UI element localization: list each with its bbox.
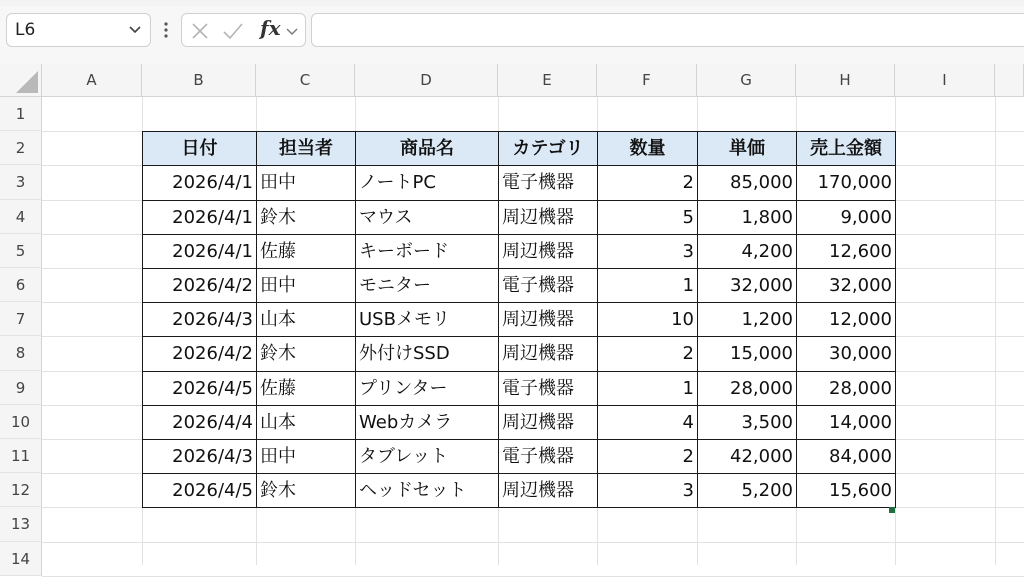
table-header-cell[interactable]: カテゴリ [498, 131, 598, 166]
table-cell[interactable]: 鈴木 [256, 336, 356, 371]
cancel-icon[interactable] [190, 21, 210, 41]
table-header-cell[interactable]: 売上金額 [796, 131, 896, 166]
table-cell[interactable]: 1 [597, 371, 698, 406]
gridline [995, 97, 996, 565]
column-header-partial[interactable] [995, 64, 1024, 97]
more-options-icon[interactable] [160, 19, 172, 41]
chevron-down-icon[interactable] [285, 24, 299, 38]
table-cell[interactable]: 周辺機器 [498, 473, 598, 508]
table-cell[interactable]: 42,000 [697, 439, 797, 474]
table-cell[interactable]: ヘッドセット [355, 473, 499, 508]
table-cell[interactable]: 4,200 [697, 234, 797, 269]
row-header-9[interactable]: 9 [0, 371, 42, 405]
table-cell[interactable]: 84,000 [796, 439, 896, 474]
table-header-cell[interactable]: 数量 [597, 131, 698, 166]
row-header-12[interactable]: 12 [0, 473, 42, 507]
table-header-cell[interactable]: 担当者 [256, 131, 356, 166]
table-cell[interactable]: 電子機器 [498, 165, 598, 200]
table-cell[interactable]: 2026/4/4 [142, 405, 257, 440]
name-box-value: L6 [15, 20, 36, 40]
row-header-14[interactable]: 14 [0, 542, 42, 576]
table-cell[interactable]: 28,000 [796, 371, 896, 406]
row-header-4[interactable]: 4 [0, 200, 42, 234]
table-cell[interactable]: 周辺機器 [498, 200, 598, 235]
table-cell[interactable]: 2026/4/5 [142, 473, 257, 508]
table-cell[interactable]: 田中 [256, 268, 356, 303]
table-cell[interactable]: 85,000 [697, 165, 797, 200]
table-cell[interactable]: 14,000 [796, 405, 896, 440]
table-cell[interactable]: 周辺機器 [498, 405, 598, 440]
column-header-b[interactable]: B [142, 64, 256, 97]
column-header-c[interactable]: C [256, 64, 355, 97]
table-cell[interactable]: 電子機器 [498, 439, 598, 474]
column-header-f[interactable]: F [597, 64, 697, 97]
gridline [42, 542, 1024, 543]
table-cell[interactable]: 3 [597, 234, 698, 269]
table-cell[interactable]: 12,000 [796, 302, 896, 337]
table-cell[interactable]: 5,200 [697, 473, 797, 508]
table-cell[interactable]: 10 [597, 302, 698, 337]
table-cell[interactable]: 周辺機器 [498, 302, 598, 337]
column-header-a[interactable]: A [42, 64, 142, 97]
table-cell[interactable]: 2 [597, 439, 698, 474]
name-box[interactable] [6, 13, 151, 47]
row-header-7[interactable]: 7 [0, 302, 42, 336]
table-cell[interactable]: 5 [597, 200, 698, 235]
column-header-i[interactable]: I [895, 64, 995, 97]
table-cell[interactable]: 1,800 [697, 200, 797, 235]
row-header-1[interactable]: 1 [0, 97, 42, 131]
formula-input[interactable] [311, 13, 1024, 47]
table-cell[interactable]: 1 [597, 268, 698, 303]
row-header-5[interactable]: 5 [0, 234, 42, 268]
table-cell[interactable]: 2026/4/1 [142, 165, 257, 200]
table-cell[interactable]: 2026/4/2 [142, 268, 257, 303]
enter-check-icon[interactable] [222, 21, 244, 41]
table-cell[interactable]: 15,600 [796, 473, 896, 508]
table-cell[interactable]: 佐藤 [256, 371, 356, 406]
table-cell[interactable]: 佐藤 [256, 234, 356, 269]
table-cell[interactable]: モニター [355, 268, 499, 303]
table-cell[interactable]: 2026/4/1 [142, 234, 257, 269]
table-cell[interactable]: 3 [597, 473, 698, 508]
table-cell[interactable]: 田中 [256, 165, 356, 200]
table-cell[interactable]: 2026/4/5 [142, 371, 257, 406]
table-cell[interactable]: 2026/4/1 [142, 200, 257, 235]
table-cell[interactable]: 山本 [256, 302, 356, 337]
table-cell[interactable]: 32,000 [796, 268, 896, 303]
table-cell[interactable]: プリンター [355, 371, 499, 406]
table-cell[interactable]: ノートPC [355, 165, 499, 200]
table-cell[interactable]: 28,000 [697, 371, 797, 406]
table-cell[interactable]: 9,000 [796, 200, 896, 235]
table-header-cell[interactable]: 単価 [697, 131, 797, 166]
row-header-11[interactable]: 11 [0, 439, 42, 473]
fill-handle[interactable] [889, 507, 895, 513]
table-cell[interactable]: 2026/4/3 [142, 302, 257, 337]
row-header-8[interactable]: 8 [0, 336, 42, 370]
row-header-6[interactable]: 6 [0, 268, 42, 302]
table-header-cell[interactable]: 商品名 [355, 131, 499, 166]
row-header-2[interactable]: 2 [0, 131, 42, 165]
table-header-cell[interactable]: 日付 [142, 131, 257, 166]
row-header-3[interactable]: 3 [0, 165, 42, 199]
table-cell[interactable]: 170,000 [796, 165, 896, 200]
table-cell[interactable]: 2026/4/3 [142, 439, 257, 474]
table-cell[interactable]: 15,000 [697, 336, 797, 371]
table-cell[interactable]: Webカメラ [355, 405, 499, 440]
table-cell[interactable]: 鈴木 [256, 200, 356, 235]
table-cell[interactable]: 2 [597, 336, 698, 371]
table-cell[interactable]: マウス [355, 200, 499, 235]
chevron-down-icon[interactable] [128, 22, 142, 36]
formula-controls [181, 13, 306, 47]
table-cell[interactable]: 3,500 [697, 405, 797, 440]
table-cell[interactable]: 鈴木 [256, 473, 356, 508]
column-header-e[interactable]: E [498, 64, 597, 97]
table-cell[interactable]: 外付けSSD [355, 336, 499, 371]
row-header-10[interactable]: 10 [0, 405, 42, 439]
table-cell[interactable]: 30,000 [796, 336, 896, 371]
table-cell[interactable]: 2 [597, 165, 698, 200]
table-cell[interactable]: USBメモリ [355, 302, 499, 337]
column-header-g[interactable]: G [697, 64, 796, 97]
table-cell[interactable]: 電子機器 [498, 371, 598, 406]
table-cell[interactable]: 周辺機器 [498, 234, 598, 269]
insert-function-icon[interactable]: fx [260, 16, 281, 40]
table-cell[interactable]: 1,200 [697, 302, 797, 337]
column-header-d[interactable]: D [355, 64, 498, 97]
table-cell[interactable]: 12,600 [796, 234, 896, 269]
select-all-corner[interactable] [0, 64, 42, 97]
table-cell[interactable]: 2026/4/2 [142, 336, 257, 371]
table-cell[interactable]: キーボード [355, 234, 499, 269]
row-header-13[interactable]: 13 [0, 507, 42, 541]
table-cell[interactable]: 田中 [256, 439, 356, 474]
table-cell[interactable]: 山本 [256, 405, 356, 440]
table-cell[interactable]: 電子機器 [498, 268, 598, 303]
table-cell[interactable]: 32,000 [697, 268, 797, 303]
column-header-h[interactable]: H [796, 64, 895, 97]
table-cell[interactable]: 周辺機器 [498, 336, 598, 371]
table-cell[interactable]: 4 [597, 405, 698, 440]
table-cell[interactable]: タブレット [355, 439, 499, 474]
